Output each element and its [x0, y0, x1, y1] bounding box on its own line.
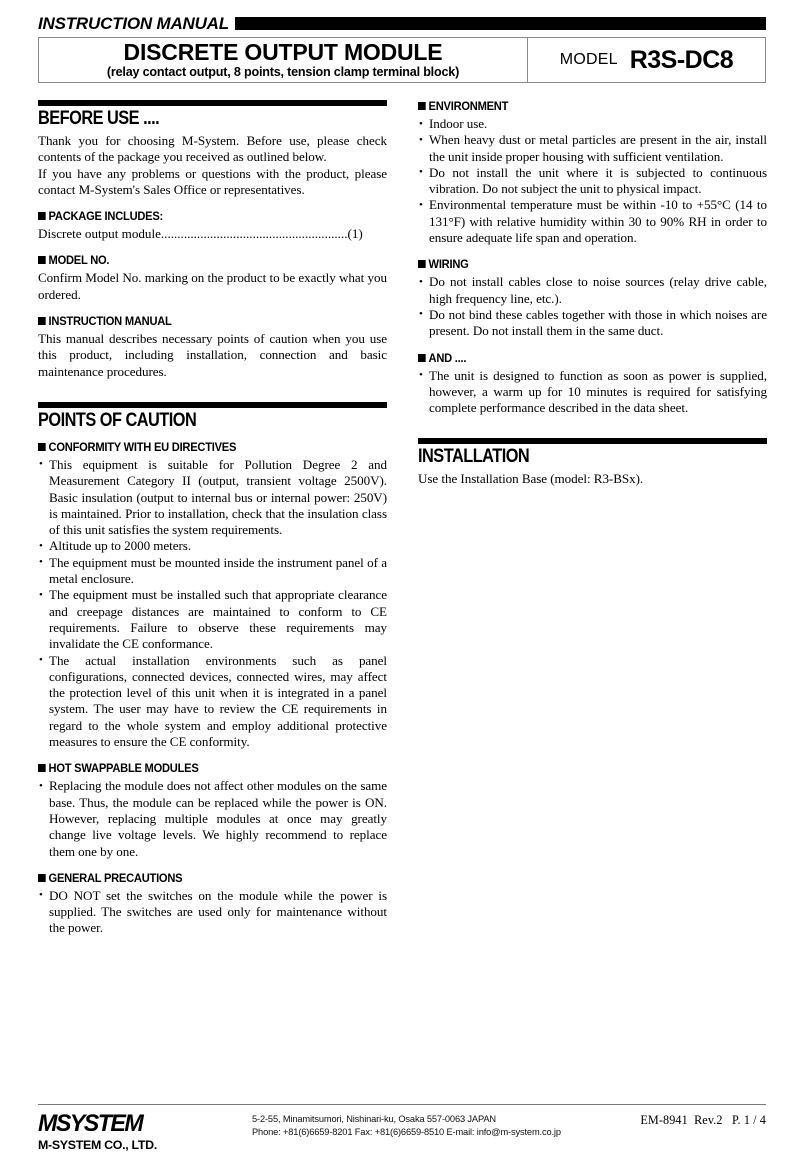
list-item: • Environmental temperature must be within -10 to +55°C (14 to 131°F) with relative humidity within 30 to 90% RH in order to ensure adequate life span and operation.	[418, 197, 767, 246]
subheading-model-no	[38, 254, 373, 268]
list-item: • Replacing the module does not affect other modules on the same base. Thus, the module can be replaced while the power is ON. However, replacing multiple modules at once may greatly change live voltage levels. We highly recommend to replace them one by one.	[38, 778, 387, 859]
list-item: • Do not install cables close to noise sources (relay drive cable, high frequency line, etc.).	[418, 274, 767, 307]
square-bullet-icon	[418, 354, 426, 362]
square-bullet-icon	[38, 764, 46, 772]
list-item: • Indoor use.	[418, 116, 767, 132]
instruction-manual-kicker: INSTRUCTION MANUAL	[38, 13, 229, 33]
address-line-1: 5-2-55, Minamitsumori, Nishinari-ku, Osaka 557-0063 JAPAN	[252, 1114, 496, 1124]
before-use-paragraph-1: Thank you for choosing M-System. Before use, please check contents of the package you received as outlined below.	[38, 133, 387, 165]
square-bullet-icon	[38, 443, 46, 451]
subheading-package-includes	[38, 210, 373, 224]
subheading-wiring	[418, 258, 753, 272]
subheading-wiring-label: WIRING	[428, 258, 469, 272]
page-subtitle: (relay contact output, 8 points, tension clamp terminal block)	[106, 64, 460, 79]
subheading-environment-label: ENVIRONMENT	[428, 100, 509, 113]
section-rule-before-use	[38, 100, 387, 106]
conformity-bullet-list	[38, 457, 387, 750]
list-item: • The equipment must be installed such that appropriate clearance and creepage distances are maintained to conform to CE requirements. Failure to observe these requirements may invalidate the CE conformance.	[38, 587, 387, 652]
subheading-instruction-manual-label: INSTRUCTION MANUAL	[48, 315, 172, 329]
hot-swappable-bullet-list	[38, 778, 387, 859]
page-footer	[38, 1104, 766, 1153]
subheading-hot-swappable-label: HOT SWAPPABLE MODULES	[48, 762, 199, 776]
square-bullet-icon	[38, 212, 46, 220]
wiring-bullet-list	[418, 274, 767, 339]
list-item: • The unit is designed to function as soon as power is supplied, however, a warm up for 10 minutes is required for satisfying complete performance described in the data sheet.	[418, 368, 767, 417]
right-column	[418, 100, 767, 488]
list-item: • Do not bind these cables together with those in which noises are present. Do not install them in the same duct.	[418, 307, 767, 340]
subheading-general-precautions	[38, 872, 373, 886]
document-id-block	[591, 1111, 766, 1127]
list-item: • Altitude up to 2000 meters.	[38, 538, 387, 554]
square-bullet-icon	[418, 260, 426, 268]
package-includes-item: Discrete output module.........................................................(1)	[38, 226, 363, 242]
square-bullet-icon	[38, 874, 46, 882]
left-column	[38, 100, 387, 937]
subheading-general-precautions-label: GENERAL PRECAUTIONS	[48, 871, 183, 885]
subheading-and-label: AND ....	[428, 351, 467, 365]
section-rule-points-of-caution	[38, 402, 387, 408]
instruction-manual-body: This manual describes necessary points of caution when you use this product, including installation, connection and basic maintenance procedures.	[38, 331, 387, 379]
model-no-body: Confirm Model No. marking on the product to be exactly what you ordered.	[38, 270, 387, 302]
installation-body: Use the Installation Base (model: R3-BSx).	[418, 471, 644, 487]
general-precautions-bullet-list	[38, 888, 387, 937]
section-title-points-of-caution: POINTS OF CAUTION	[38, 409, 197, 431]
kicker-black-bar	[235, 17, 766, 30]
title-box	[38, 37, 766, 83]
model-box	[528, 38, 765, 82]
subheading-and	[418, 352, 753, 366]
title-main	[39, 38, 528, 82]
list-item: • When heavy dust or metal particles are present in the air, install the unit inside proper housing with sufficient ventilation.	[418, 132, 767, 165]
company-address	[238, 1111, 591, 1139]
company-logo	[38, 1111, 238, 1153]
spacer	[418, 416, 767, 438]
subheading-package-includes-label: PACKAGE INCLUDES:	[48, 210, 164, 224]
spacer	[38, 380, 387, 402]
document-id: EM-8941 Rev.2 P. 1 / 4	[640, 1113, 766, 1127]
page-title: DISCRETE OUTPUT MODULE	[123, 38, 443, 65]
company-name: M-SYSTEM CO., LTD.	[38, 1138, 157, 1152]
square-bullet-icon	[418, 102, 426, 110]
environment-bullet-list	[418, 116, 767, 246]
before-use-paragraph-2: If you have any problems or questions with the product, please contact M-System's Sales Office or representatives.	[38, 165, 387, 197]
square-bullet-icon	[38, 317, 46, 325]
and-bullet-list	[418, 368, 767, 417]
list-item: • The equipment must be mounted inside the instrument panel of a metal enclosure.	[38, 555, 387, 588]
section-title-installation: INSTALLATION	[418, 446, 530, 468]
list-item: • Do not install the unit where it is subjected to continuous vibration. Do not subject the unit to physical impact.	[418, 165, 767, 198]
list-item: • The actual installation environments such as panel configurations, connected devices, connected wires, may affect the protection level of this unit when it is integrated in a panel system. The user may have to review the CE requirements in regard to the whole system and employ additional protective measures to ensure the CE conformity.	[38, 653, 387, 751]
section-rule-installation	[418, 438, 767, 444]
subheading-model-no-label: MODEL NO.	[48, 254, 110, 268]
list-item: • This equipment is suitable for Pollution Degree 2 and Measurement Category II (output, transient voltage 2500V). Basic insulation (output to internal bus or internal power: 250V) is maintained. Prior to installation, check that the insulation class of this unit satisfies the system requirements.	[38, 457, 387, 538]
subheading-instruction-manual	[38, 315, 373, 329]
address-line-2: Phone: +81(6)6659-8201 Fax: +81(6)6659-8510 E-mail: info@m-system.co.jp	[252, 1127, 561, 1137]
subheading-hot-swappable	[38, 762, 373, 776]
subheading-conformity-eu-label: CONFORMITY WITH EU DIRECTIVES	[48, 440, 237, 454]
section-title-before-use: BEFORE USE ....	[38, 108, 160, 129]
subheading-conformity-eu	[38, 441, 373, 455]
model-label: MODEL	[559, 51, 618, 68]
model-number: R3S-DC8	[629, 45, 734, 74]
list-item: • DO NOT set the switches on the module while the power is supplied. The switches are used only for maintenance without the power.	[38, 888, 387, 937]
subheading-environment	[418, 100, 753, 114]
msystem-logo-mark: MSYSTEM	[38, 1110, 143, 1137]
page-header	[38, 12, 766, 83]
instruction-manual-kicker-row	[38, 12, 766, 34]
square-bullet-icon	[38, 256, 46, 264]
